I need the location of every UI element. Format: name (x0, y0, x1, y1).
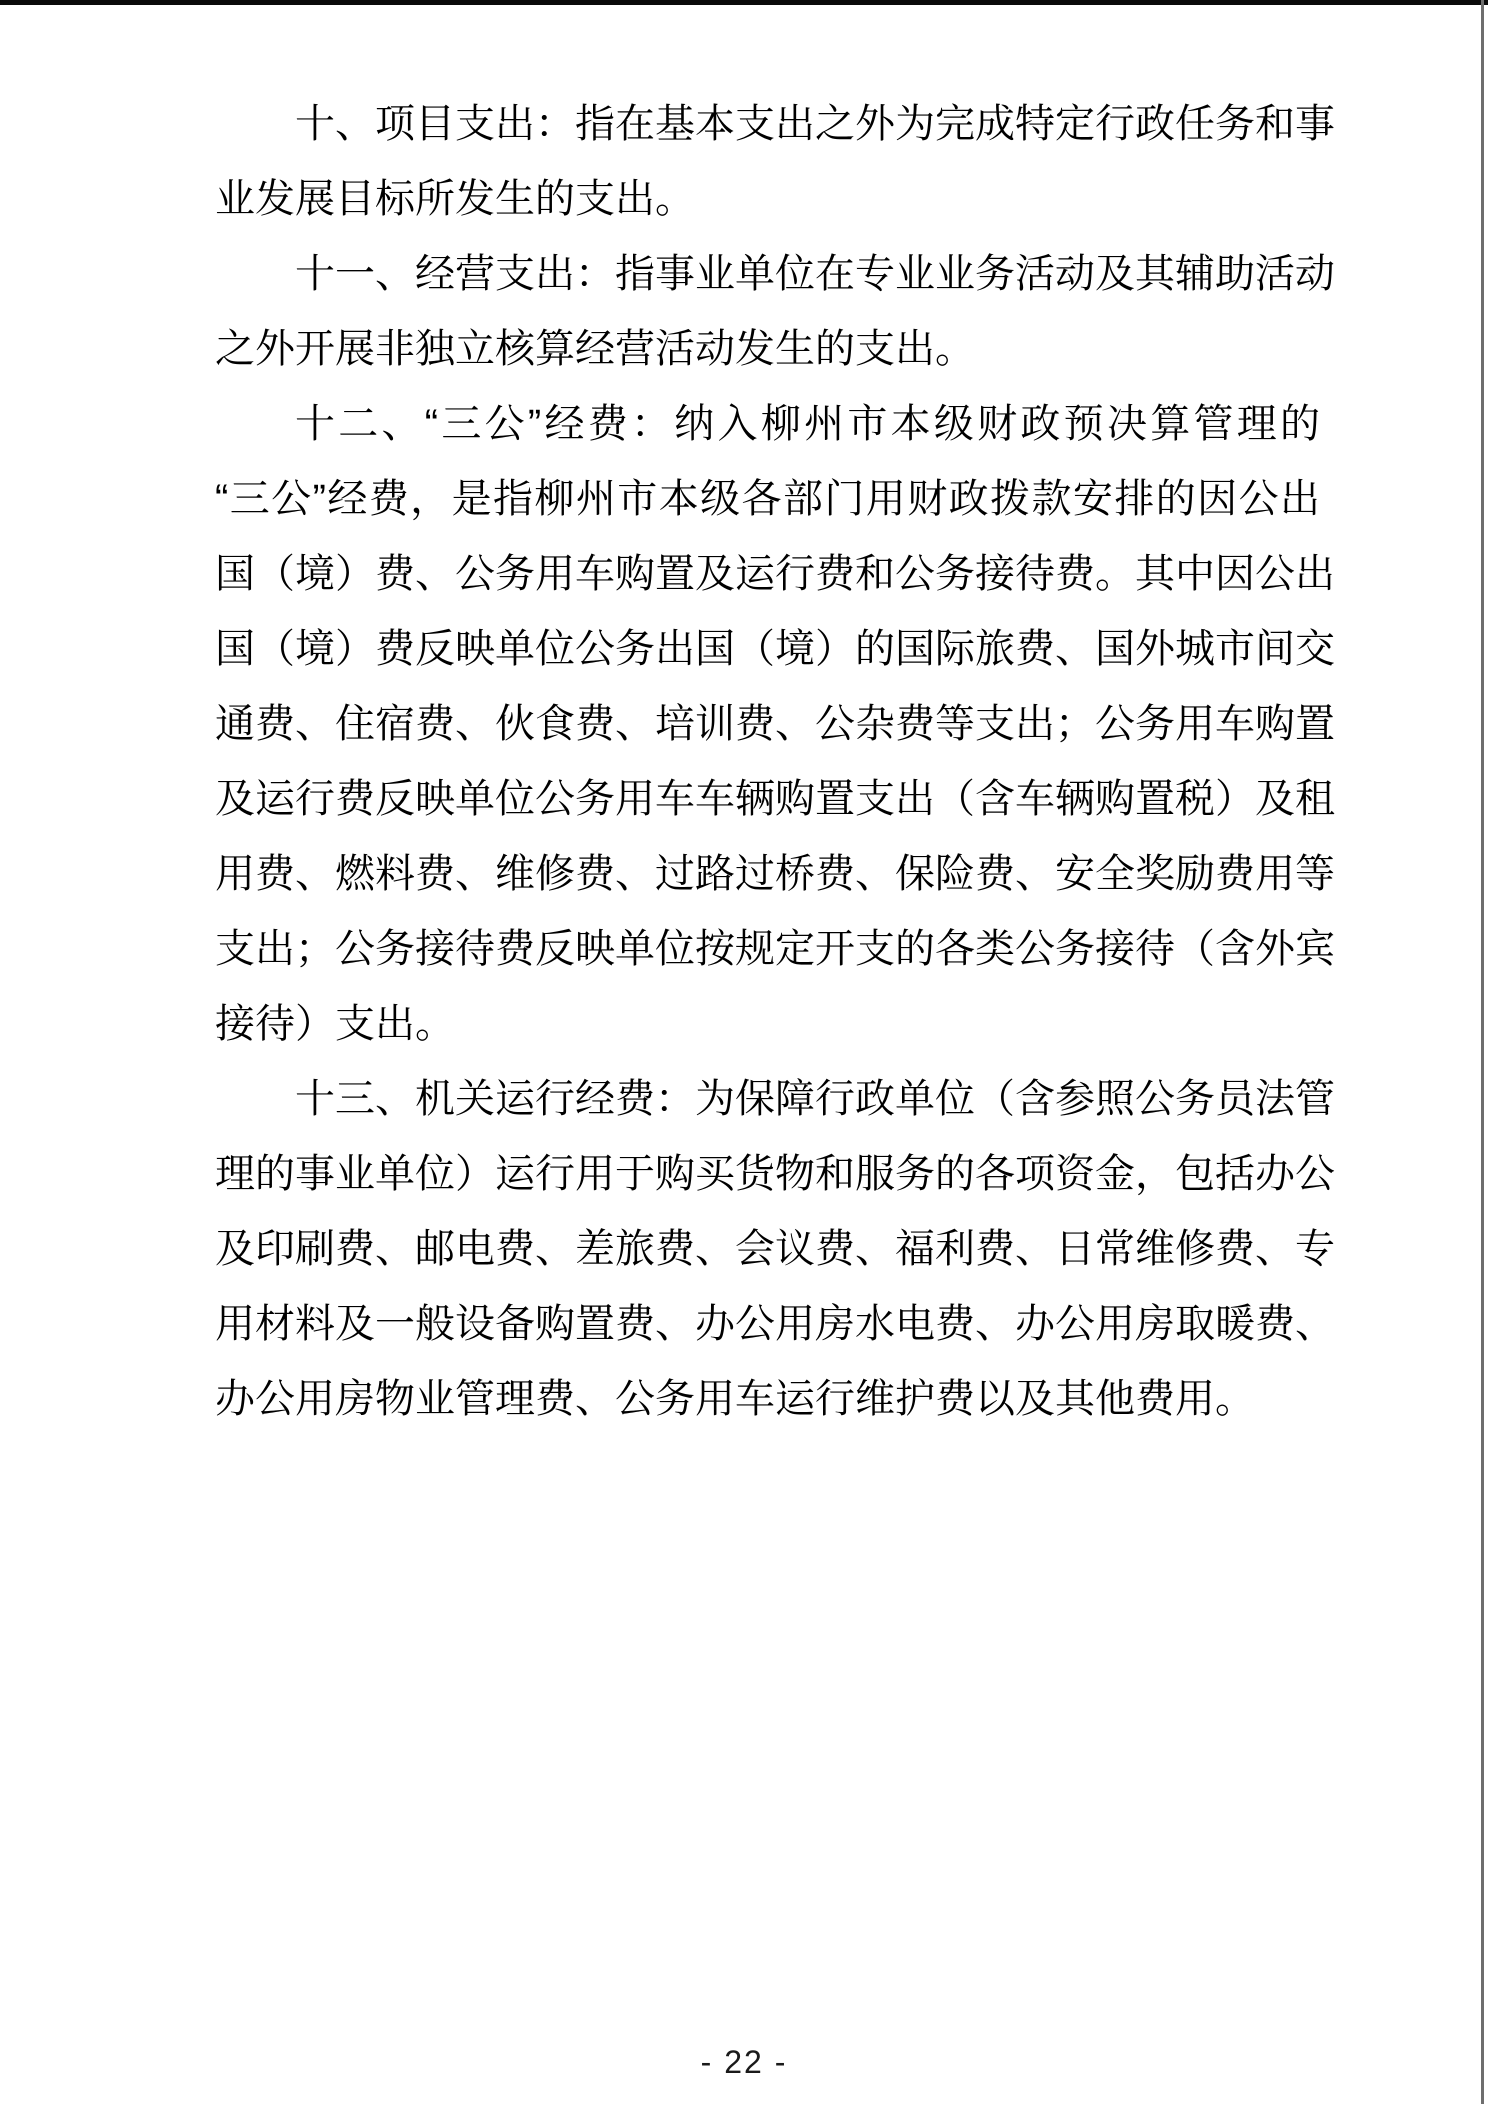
text-line: 及运行费反映单位公务用车车辆购置支出（含车辆购置税）及租 (215, 777, 1335, 821)
text-line: 十三、机关运行经费：为保障行政单位（含参照公务员法管 (295, 1077, 1335, 1121)
text-line: 理的事业单位）运行用于购买货物和服务的各项资金，包括办公 (215, 1152, 1335, 1196)
scan-artifact-top-edge (0, 0, 1488, 5)
paragraph (215, 87, 1335, 237)
text-line: 通费、住宿费、伙食费、培训费、公杂费等支出；公务用车购置 (215, 702, 1335, 746)
text-line: 十一、经营支出：指事业单位在专业业务活动及其辅助活动 (295, 252, 1335, 296)
text-line: 国（境）费、公务用车购置及运行费和公务接待费。其中因公出 (215, 552, 1335, 596)
text-line: “三公”经费，是指柳州市本级各部门用财政拨款安排的因公出 (215, 477, 1320, 521)
page-number: - 22 - (700, 2044, 788, 2080)
text-line: 国（境）费反映单位公务出国（境）的国际旅费、国外城市间交 (215, 627, 1335, 671)
text-line: 及印刷费、邮电费、差旅费、会议费、福利费、日常维修费、专 (215, 1227, 1335, 1271)
text-line: 办公用房物业管理费、公务用车运行维护费以及其他费用。 (215, 1377, 1255, 1421)
text-line: 用材料及一般设备购置费、办公用房水电费、办公用房取暖费、 (215, 1302, 1335, 1346)
text-line: 十二、“三公”经费：纳入柳州市本级财政预决算管理的 (295, 402, 1320, 446)
text-line: 支出；公务接待费反映单位按规定开支的各类公务接待（含外宾 (215, 927, 1335, 971)
text-line: 之外开展非独立核算经营活动发生的支出。 (215, 327, 975, 371)
document-body (215, 87, 1335, 1437)
scan-artifact-right-edge (1481, 0, 1484, 2104)
paragraph (215, 237, 1335, 387)
text-line: 用费、燃料费、维修费、过路过桥费、保险费、安全奖励费用等 (215, 852, 1335, 896)
text-line: 业发展目标所发生的支出。 (215, 177, 695, 221)
text-line: 十、项目支出：指在基本支出之外为完成特定行政任务和事 (295, 102, 1335, 146)
text-line: 接待）支出。 (215, 1002, 455, 1046)
paragraph (215, 1062, 1335, 1437)
paragraph (215, 387, 1335, 1062)
